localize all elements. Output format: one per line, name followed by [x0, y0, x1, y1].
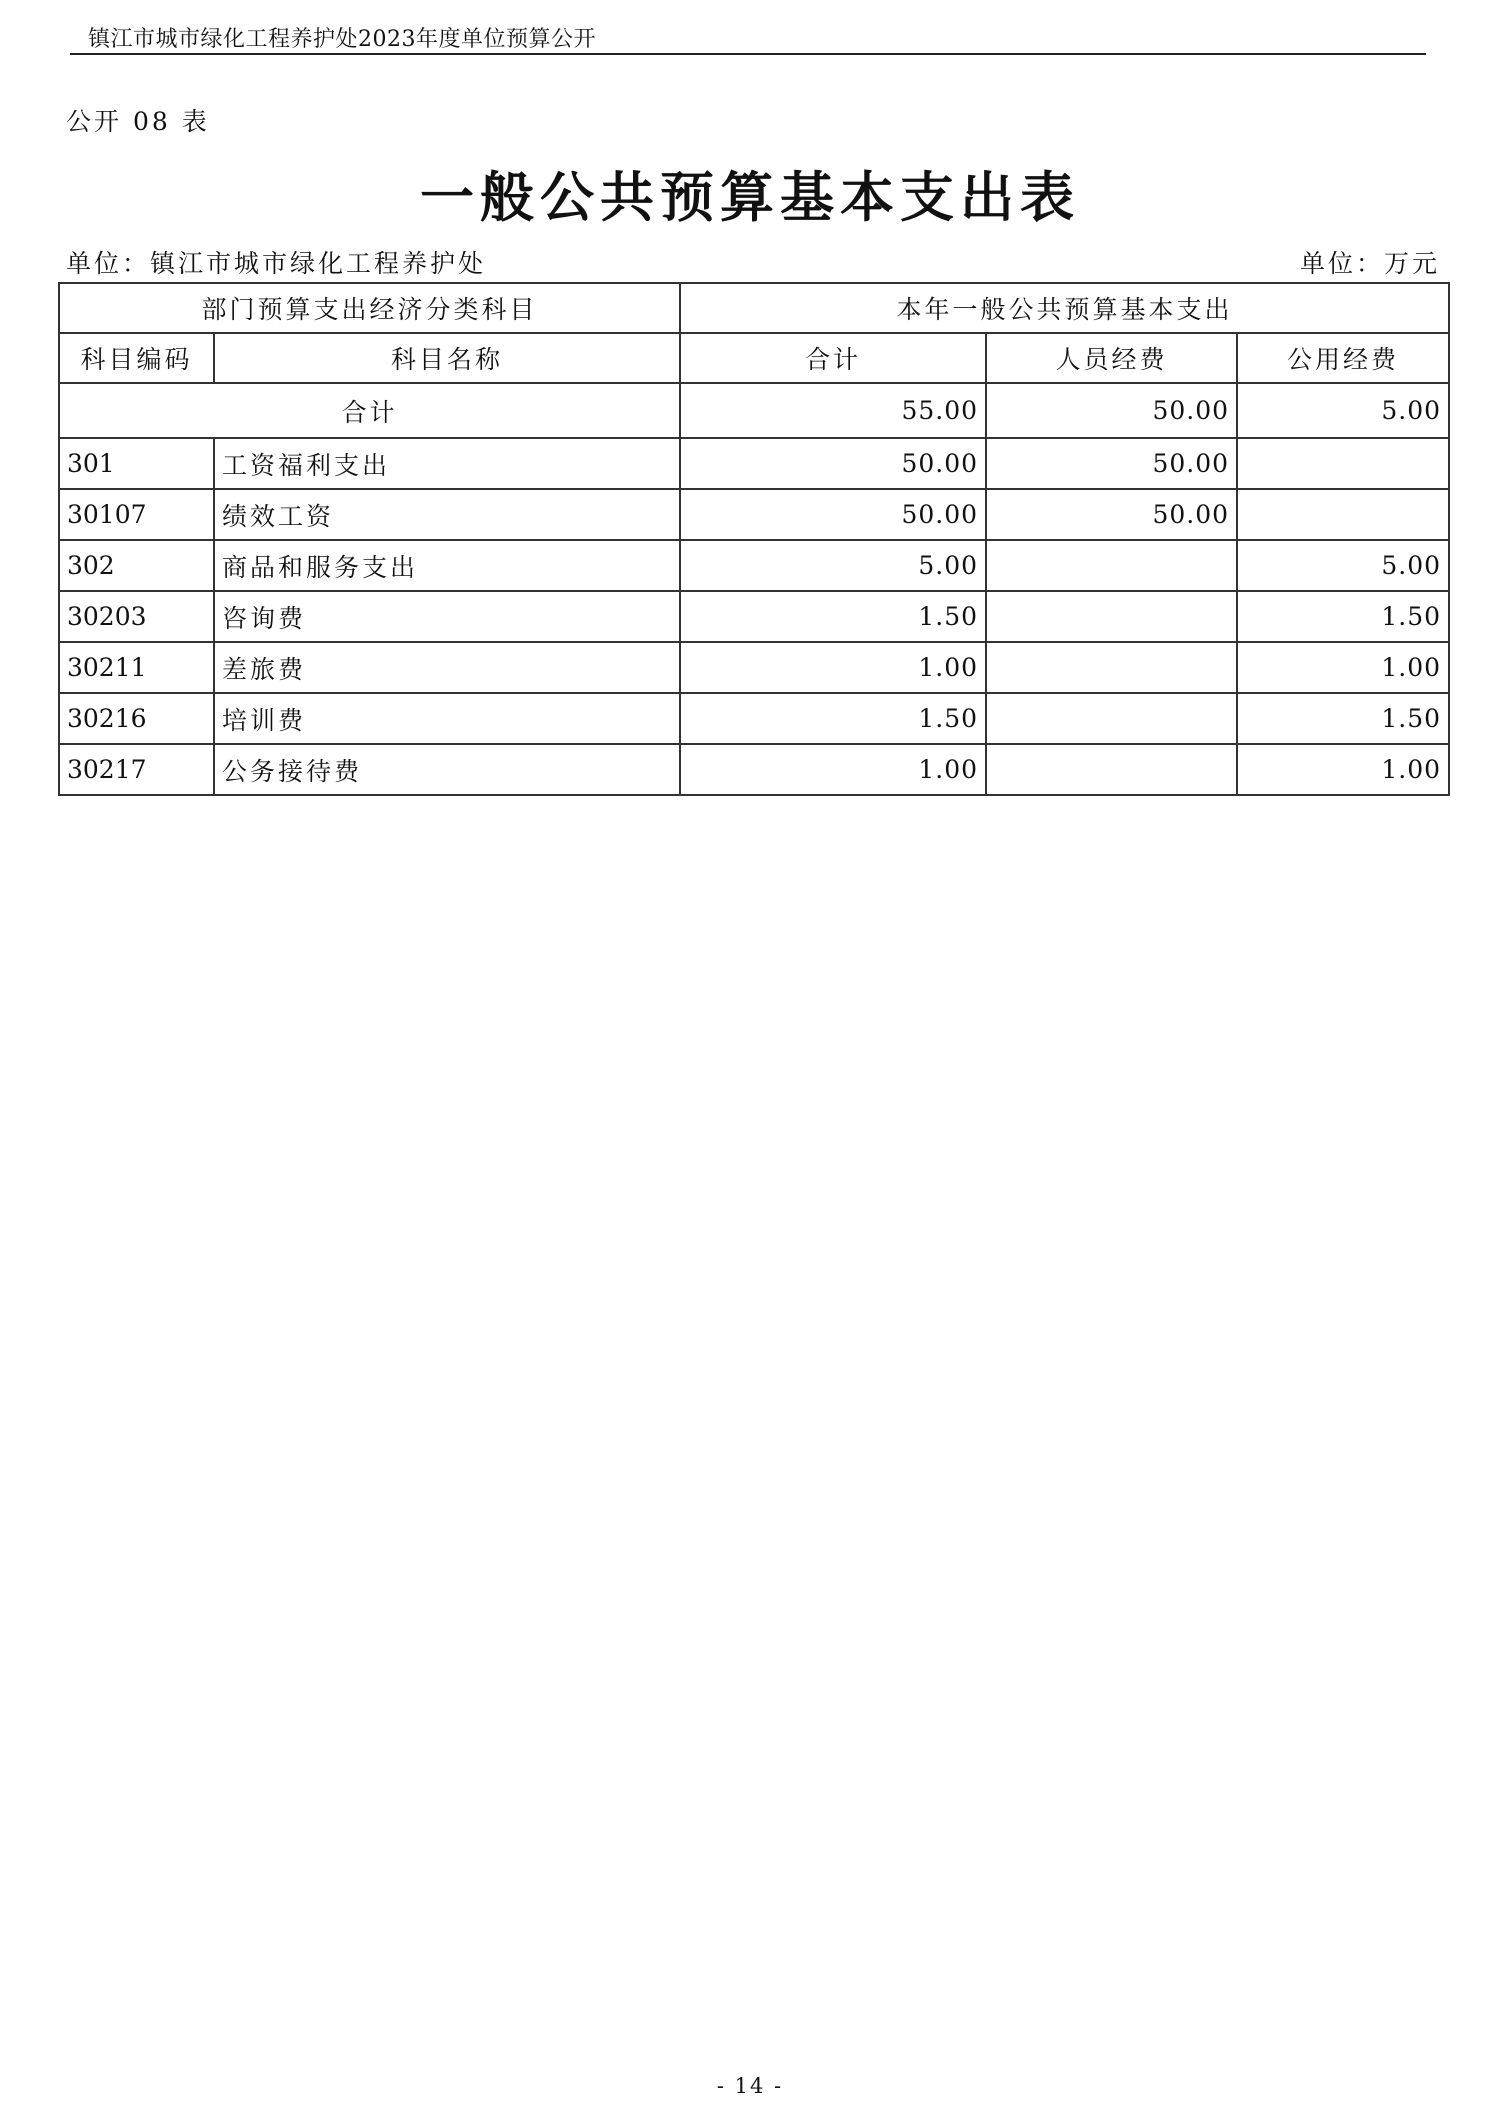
column-header-personnel: 人员经费: [986, 333, 1237, 383]
table-row: [59, 693, 1449, 744]
running-header: 镇江市城市绿化工程养护处2023年度单位预算公开: [88, 27, 596, 52]
total-personnel: 50.00: [986, 383, 1237, 438]
row-code: 30203: [59, 591, 214, 642]
row-total: 1.50: [680, 693, 986, 744]
row-public: [1237, 438, 1449, 489]
row-total: 1.00: [680, 744, 986, 795]
table-row: [59, 642, 1449, 693]
total-public: 5.00: [1237, 383, 1449, 438]
row-name: 商品和服务支出: [214, 540, 680, 591]
row-name: 培训费: [214, 693, 680, 744]
table-row: [59, 540, 1449, 591]
row-name: 咨询费: [214, 591, 680, 642]
column-header-public: 公用经费: [1237, 333, 1449, 383]
unit-label: 单位：镇江市城市绿化工程养护处: [66, 249, 487, 278]
table-row: [59, 438, 1449, 489]
table-row: [59, 489, 1449, 540]
total-row: [59, 383, 1449, 438]
column-header-total: 合计: [680, 333, 986, 383]
table-row: [59, 591, 1449, 642]
row-code: 30107: [59, 489, 214, 540]
row-public: 5.00: [1237, 540, 1449, 591]
row-total: 50.00: [680, 438, 986, 489]
row-personnel: [986, 744, 1237, 795]
page-number: - 14 -: [716, 2074, 784, 2098]
row-public: 1.50: [1237, 693, 1449, 744]
row-personnel: [986, 642, 1237, 693]
row-personnel: [986, 540, 1237, 591]
page-title: 一般公共预算基本支出表: [420, 165, 1080, 229]
row-code: 301: [59, 438, 214, 489]
row-personnel: [986, 693, 1237, 744]
row-public: 1.00: [1237, 642, 1449, 693]
column-header-code: 科目编码: [59, 333, 214, 383]
row-name: 差旅费: [214, 642, 680, 693]
expenditure-table: [58, 282, 1450, 796]
row-code: 30217: [59, 744, 214, 795]
currency-unit-label: 单位：万元: [1299, 249, 1440, 278]
row-personnel: 50.00: [986, 489, 1237, 540]
group-header-row: [59, 283, 1449, 333]
column-header-name: 科目名称: [214, 333, 680, 383]
row-total: 1.50: [680, 591, 986, 642]
row-name: 绩效工资: [214, 489, 680, 540]
row-personnel: [986, 591, 1237, 642]
row-code: 302: [59, 540, 214, 591]
row-personnel: 50.00: [986, 438, 1237, 489]
row-name: 工资福利支出: [214, 438, 680, 489]
row-total: 50.00: [680, 489, 986, 540]
column-header-row: [59, 333, 1449, 383]
group-header-expenditure: 本年一般公共预算基本支出: [680, 283, 1449, 333]
group-header-classification: 部门预算支出经济分类科目: [59, 283, 680, 333]
row-name: 公务接待费: [214, 744, 680, 795]
row-code: 30211: [59, 642, 214, 693]
total-amount: 55.00: [680, 383, 986, 438]
row-total: 1.00: [680, 642, 986, 693]
table-row: [59, 744, 1449, 795]
row-public: [1237, 489, 1449, 540]
row-public: 1.50: [1237, 591, 1449, 642]
header-rule: [70, 53, 1426, 55]
row-total: 5.00: [680, 540, 986, 591]
table-id: 公开 08 表: [66, 107, 210, 136]
row-code: 30216: [59, 693, 214, 744]
row-public: 1.00: [1237, 744, 1449, 795]
total-label: 合计: [59, 383, 680, 438]
